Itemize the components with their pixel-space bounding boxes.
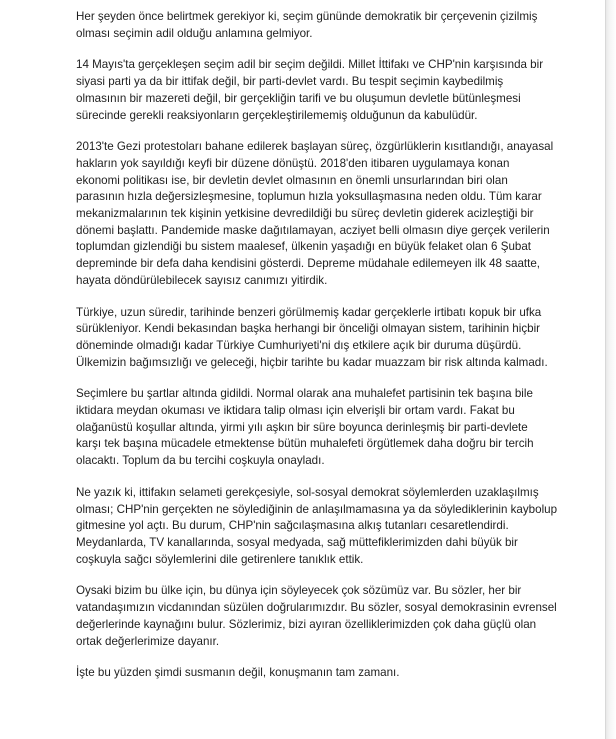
text-line: olmasının bir mazereti değil, bir gerçekliğin tarifi ve bu oluşumun devletle bütünleşmesi — [76, 91, 521, 105]
text-line: olması; CHP'nin gerçekten ne söylediğinin de anlaşılmamasına ya da söylediklerinin kaybolup — [76, 502, 558, 516]
text-line: vatandaşımızın vicdanından süzülen doğrularımızdır. Bu sözler, sosyal demokrasinin evrensel — [76, 601, 557, 615]
paragraph-5 — [76, 386, 568, 470]
text-line: sürecinde gerekli reaksiyonların gerçekleştirilememiş olduğunun da kabulüdür. — [76, 108, 478, 122]
text-line: ortak değerlerimize dayanır. — [76, 634, 220, 648]
text-line: hayata döndürülebilecek sayısız canımızı yitirdik. — [76, 273, 328, 287]
text-line: Oysaki bizim bu ülke için, bu dünya için söyleyecek çok sözümüz var. Bu sözler, her bir — [76, 584, 522, 598]
paragraph-1 — [76, 9, 568, 42]
text-line: olması seçimin adil olduğu anlamına gelmiyor. — [76, 26, 313, 40]
text-line: dönemi başlattı. Pandemide maske dağıtılamayan, acziyet belli olmasın diye gerçek verilerin — [76, 223, 550, 237]
text-line: gitmesine yol açtı. Bu durum, CHP'nin sağcılaşmasına alkış tutanları cesaretlendirdi. — [76, 519, 509, 533]
text-line: 2013'te Gezi protestoları bahane edilerek başlayan süreç, özgürlüklerin kısıtlandığı, anayasal — [76, 140, 554, 154]
text-line: olağanüstü koşullar altında, yirmi yılı aşkın bir süre boyunca derinleşmiş bir parti-devlete — [76, 420, 528, 434]
paragraph-8 — [76, 665, 568, 682]
text-line: parasının hızla değersizleşmesine, toplumun hızla yoksullaşmasına neden oldu. Tüm karar — [76, 190, 542, 204]
text-line: döneminde olmadığı kadar Türkiye Cumhuriyeti'ni dış etkilere açık bir duruma düşürdü. — [76, 338, 522, 352]
text-line: mekanizmalarının tek kişinin yetkisine devredildiği bu süreç devletin giderek acizleştiği bir — [76, 207, 534, 221]
text-line: coşkuyla sağcı söylemlerini dile getirenlere tanıklık ettik. — [76, 552, 364, 566]
text-line: Ülkemizin bağımsızlığı ve geleceği, hiçbir tarihte bu kadar muazzam bir risk altında kalmadı. — [76, 355, 548, 369]
text-line: depreminde bir defa daha kendisini gösterdi. Depreme müdahale edilemeyen ilk 48 saatte, — [76, 257, 541, 271]
text-line: Seçimlere bu şartlar altında gidildi. Normal olarak ana muhalefet partisinin tek başına bile — [76, 387, 533, 401]
text-line: Ne yazık ki, ittifakın selameti gerekçesiyle, sol-sosyal demokrat söylemlerden uzaklaşılmış — [76, 485, 539, 499]
text-line: toplumdan gizlendiği bu sistem maalesef, ülkenin yaşadığı en büyük felaket olan 6 Şubat — [76, 240, 532, 254]
text-line: siyasi parti ya da bir ittifak değil, bir parti-devlet vardı. Bu tespit seçimin kaybedilmiş — [76, 75, 504, 89]
text-line: sürükleniyor. Kendi bekasından başka herhangi bir önceliği olmayan sistem, tarihinin hiçbir — [76, 322, 541, 336]
paragraph-7 — [76, 583, 568, 650]
page-edge — [605, 0, 616, 739]
text-line: karşı tek başına mücadele etmektense bütün muhalefeti örgütlemek daha doğru bir tercih — [76, 437, 534, 451]
text-line: iktidara meydan okuması ve iktidara talip olması için elverişli bir ortam vardı. Fakat bu — [76, 404, 515, 418]
document-body — [76, 9, 568, 697]
text-line: hakların yok sayıldığı keyfi bir düzene dönüştü. 2018'den itibaren uygulamaya konan — [76, 156, 510, 170]
text-line: 14 Mayıs'ta gerçekleşen seçim adil bir seçim değildi. Millet İttifakı ve CHP'nin karşısında bir — [76, 58, 544, 72]
paragraph-4 — [76, 305, 568, 372]
paragraph-3 — [76, 139, 568, 289]
text-line: Meydanlarda, TV kanallarında, sosyal medyada, sağ müttefiklerimizden dahi büyük bir — [76, 535, 518, 549]
paragraph-6 — [76, 485, 568, 569]
text-line: Türkiye, uzun süredir, tarihinde benzeri görülmemiş kadar gerçeklerle irtibatı kopuk bir ufka — [76, 305, 542, 319]
text-line: İşte bu yüzden şimdi susmanın değil, konuşmanın tam zamanı. — [76, 666, 400, 680]
text-line: Her şeyden önce belirtmek gerekiyor ki, seçim gününde demokratik bir çerçevenin çizilmiş — [76, 10, 538, 23]
text-line: değerlerinde kaynağını bulur. Sözlerimiz, bizi ayıran özelliklerimizden çok daha güçlü olan — [76, 617, 537, 631]
text-line: olacaktı. Toplum da bu tercihi coşkuyla onayladı. — [76, 454, 325, 468]
paragraph-2 — [76, 57, 568, 124]
text-line: ekonomi politikası ise, bir devletin devlet olmasının en önemli unsurlarından biri olan — [76, 173, 508, 187]
